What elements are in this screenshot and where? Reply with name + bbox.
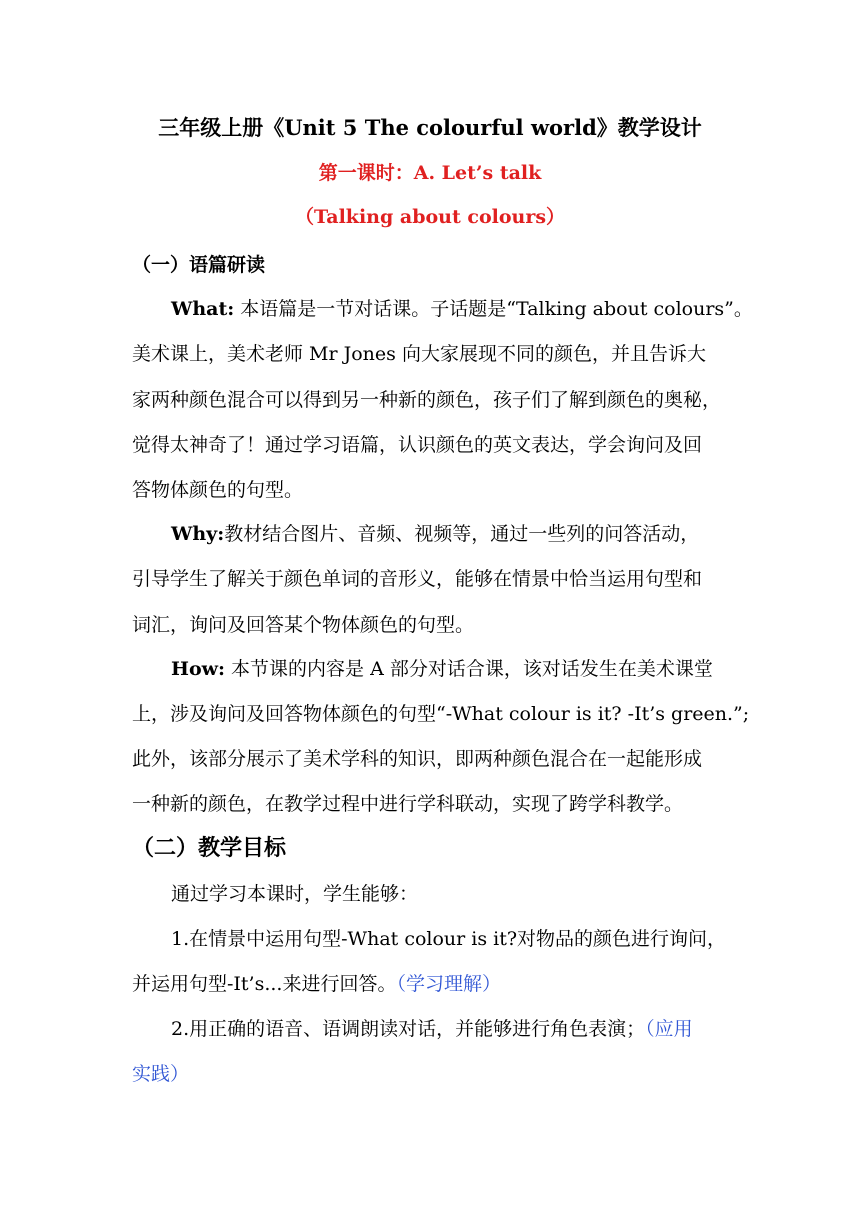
why-text: 教材结合图片、音频、视频等，通过一些列的问答活动，: [224, 523, 700, 545]
how-paragraph-line: 此外，该部分展示了美术学科的知识，即两种颜色混合在一起能形成: [132, 748, 703, 770]
goal-2-line: [171, 1017, 693, 1041]
what-paragraph-line: 觉得太神奇了！通过学习语篇，认识颜色的英文表达，学会询问及回: [132, 434, 703, 456]
how-paragraph-line: 上，涉及询问及回答物体颜色的句型“-What colour is it? -It’s green.”;: [132, 703, 750, 725]
section-heading-teaching-goals: （二）教学目标: [132, 835, 287, 861]
goal-2-tag: （应用: [645, 1018, 693, 1040]
goal-1-text: 并运用句型-It’s...来进行回答。: [132, 973, 397, 995]
how-paragraph-line: [171, 657, 713, 681]
why-paragraph-line: 引导学生了解关于颜色单词的音形义，能够在情景中恰当运用句型和: [132, 568, 703, 590]
goal-2-text: 2.用正确的语音、语调朗读对话，并能够进行角色表演；: [171, 1018, 646, 1040]
section-heading-text-study: （一）语篇研读: [132, 254, 266, 276]
goal-1-line: [132, 972, 501, 996]
goal-2-tag-continued: 实践）: [132, 1063, 190, 1085]
why-paragraph-line: 词汇，询问及回答某个物体颜色的句型。: [132, 614, 475, 636]
what-paragraph-line: 家两种颜色混合可以得到另一种新的颜色，孩子们了解到颜色的奥秘，: [132, 389, 722, 411]
goals-intro: 通过学习本课时，学生能够：: [171, 883, 419, 905]
what-paragraph-line: [171, 297, 753, 321]
lesson-topic: （Talking about colours）: [294, 206, 566, 228]
how-text: 本节课的内容是 A 部分对话合课，该对话发生在美术课堂: [225, 658, 713, 680]
what-text: 本语篇是一节对话课。子话题是“Talking about colours”。: [234, 298, 753, 320]
lesson-title: 第一课时：A. Let’s talk: [318, 162, 542, 184]
goal-1-line: 1.在情景中运用句型-What colour is it?对物品的颜色进行询问，: [171, 928, 727, 950]
what-paragraph-line: 美术课上，美术老师 Mr Jones 向大家展现不同的颜色，并且告诉大: [132, 343, 706, 365]
goal-1-tag: （学习理解）: [396, 973, 501, 995]
how-label: How:: [171, 658, 225, 680]
what-label: What:: [171, 298, 235, 320]
how-paragraph-line: 一种新的颜色，在教学过程中进行学科联动，实现了跨学科教学。: [132, 793, 684, 815]
what-paragraph-line: 答物体颜色的句型。: [132, 479, 304, 501]
why-label: Why:: [171, 523, 225, 545]
document-title: 三年级上册《Unit 5 The colourful world》教学设计: [158, 115, 702, 140]
why-paragraph-line: [171, 522, 699, 546]
